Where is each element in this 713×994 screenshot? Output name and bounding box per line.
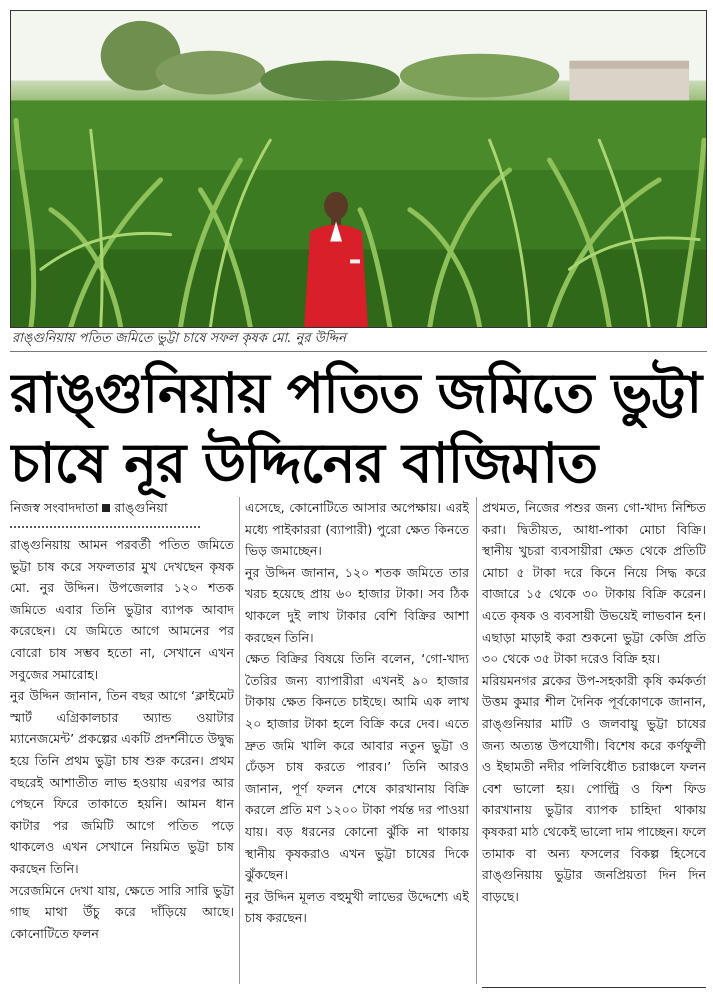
caption-divider: [10, 351, 707, 352]
article-column-1: [10, 497, 234, 987]
byline: [10, 497, 234, 518]
article-column-3: [482, 497, 706, 987]
paragraph: রাঙ্গুনিয়ায় আমন পরবর্তী পতিত জমিতে ভুট্টা চাষ করে সফলতার মুখ দেখছেন কৃষক মো. নুর উদ্দিন। উপজেলার ১২০ শতক জমিতে এবার তিনি ভুট্টার ব্যাপক আবাদ করেছেন। যে জমিতে আগে আমনের পর বোরো চাষ সম্ভব হতো না, সেখানে এখন সবুজের সমারোহ।: [10, 537, 234, 682]
paragraph: নুর উদ্দিন জানান, তিন বছর আগে ‘ক্লাইমেট স্মার্ট এগ্রিকালচার অ্যান্ড ওয়াটার ম্যানেজমেন্ট’ প্রকল্পের একটি প্রদর্শনীতে উদ্বুদ্ধ হয়ে তিনি প্রথম ভুট্টা চাষ শুরু করেন। প্রথম বছরেই আশাতীত লাভ হওয়ায় এরপর আর পেছনে ফিরে তাকাতে হয়নি। আমন ধান কাটার পর জমিটি আগে পতিত পড়ে থাকলেও এখন সেখানে নিয়মিত ভুট্টা চাষ করছেন তিনি।: [10, 688, 234, 876]
paragraph: সরেজমিনে দেখা যায়, ক্ষেতে সারি সারি ভুট্টা গাছ মাথা উঁচু করে দাঁড়িয়ে আছে। কোনোটিতে ফলন: [10, 882, 234, 941]
paragraph: নুর উদ্দিন মূলত বহুমুখী লাভের উদ্দেশ্যে এই চাষ করছেন।: [245, 888, 469, 926]
article-column-2: [245, 497, 469, 987]
byline-place: রাঙ্গুনিয়া: [114, 500, 168, 515]
paragraph: নুর উদ্দিন জানান, ১২০ শতক জমিতে তার খরচ হয়েছে প্রায় ৬০ হাজার টাকা। সব ঠিক থাকলে দুই লাখ টাকার বেশি বিক্রির আশা করছেন তিনি।: [245, 564, 469, 645]
reporter: নিজস্ব সংবাদদাতা: [10, 500, 99, 515]
maize-field-photo: [11, 11, 706, 327]
bottom-rule: [482, 987, 706, 988]
headline-line-1: রাঙ্গুনিয়ায় পতিত জমিতে ভুট্টা: [10, 361, 702, 425]
article-photo: [10, 10, 707, 328]
paragraph: ক্ষেত বিক্রির বিষয়ে তিনি বলেন, ‘গো-খাদ্য তৈরির জন্য ব্যাপারীরা এখনই ৯০ হাজার টাকায় ক্ষেত কিনতে চাইছে। আমি এক লাখ ২০ হাজার টাকা হলে বিক্রি করে দেব। এতে দ্রুত জমি খালি করে আবার নতুন ভুট্টা ও ঢেঁড়স চাষ করতে পারব।’ তিনি আরও জানান, পূর্ণ ফলন শেষে কারখানায় বিক্রি করলে প্রতি মণ ১২০০ টাকা পর্যন্ত দর পাওয়া যায়। বড় ধরনের কোনো ঝুঁকি না থাকায় স্থানীয় কৃষকরাও এখন ভুট্টা চাষের দিকে ঝুঁকছেন।: [245, 651, 469, 883]
headline-line-2: চাষে নূর উদ্দিনের বাজিমাত: [10, 431, 598, 495]
column-divider: [239, 497, 240, 984]
dotted-divider: [10, 518, 200, 528]
column-divider: [476, 497, 477, 984]
headline: [10, 358, 707, 498]
photo-caption: রাঙ্গুনিয়ায় পতিত জমিতে ভুট্টা চাষে সফল কৃষক মো. নুর উদ্দিন: [12, 331, 346, 346]
paragraph: প্রথমত, নিজের পশুর জন্য গো-খাদ্য নিশ্চিত করা। দ্বিতীয়ত, আধা-পাকা মোচা বিক্রি। স্থানীয় খুচরা ব্যবসায়ীরা ক্ষেত থেকে প্রতিটি মোচা ৫ টাকা দরে কিনে নিয়ে সিদ্ধ করে বাজারে ১৫ থেকে ৩০ টাকায় বিক্রি করেন। এতে কৃষক ও ব্যবসায়ী উভয়েই লাভবান হন। এছাড়া মাড়াই করা শুকনো ভুট্টা কেজি প্রতি ৩০ থেকে ৩৫ টাকা দরেও বিক্রি হয়।: [482, 500, 706, 667]
paragraph: মরিয়মনগর ব্লকের উপ-সহকারী কৃষি কর্মকর্তা উত্তম কুমার শীল দৈনিক পূর্বকোণকে জানান, রাঙ্গুনিয়ার মাটি ও জলবায়ু ভুট্টা চাষের জন্য অত্যন্ত উপযোগী। বিশেষ করে কর্ণফুলী ও ইছামতী নদীর পলিবিধৌত চরাঞ্চলে ফলন বেশ ভালো হয়। পোল্ট্রি ও ফিশ ফিড কারখানায় ভুট্টার ব্যাপক চাহিদা থাকায় কৃষকরা মাঠ থেকেই ভালো দাম পাচ্ছেন। ফলে তামাক বা অন্য ফসলের বিকল্প হিসেবে রাঙ্গুনিয়ায় ভুট্টার জনপ্রিয়তা দিন দিন বাড়ছে।: [482, 672, 706, 904]
paragraph: এসেছে, কোনোটিতে আসার অপেক্ষায়। এরই মধ্যে পাইকাররা (ব্যাপারী) পুরো ক্ষেত কিনতে ভিড় জমাচ্ছেন।: [245, 500, 469, 559]
square-bullet-icon: [102, 504, 110, 512]
